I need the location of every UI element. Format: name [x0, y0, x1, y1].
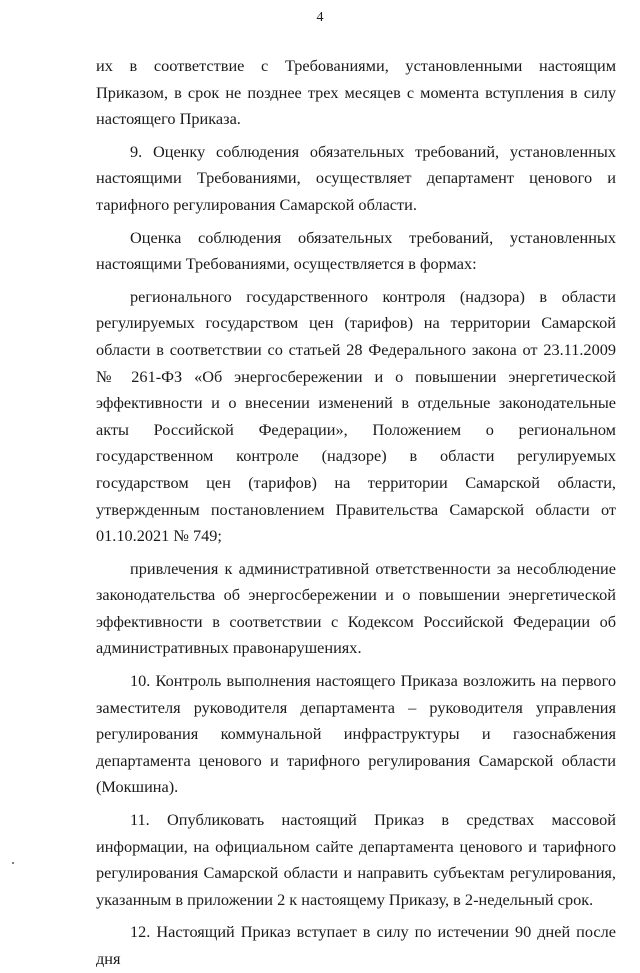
paragraph-item-9: 9. Оценку соблюдения обязательных требований, установленных настоящими Требованиями, осуществляет департамент ценового и тарифного регулирования Самарской области. [96, 141, 616, 214]
paragraph-item-11: 11. Опубликовать настоящий Приказ в средствах массовой информации, на официальном сайте департамента ценового и тарифного регулирования Самарской области и направить субъектам регулирования, указанным в приложении 2 к настоящему Приказу, в 2-недельный срок. [96, 810, 616, 909]
paragraph-item-10: 10. Контроль выполнения настоящего Приказа возложить на первого заместителя руководителя департамента – руководителя управления регулирования коммунальной инфраструктуры и газоснабжения департамента ценового и тарифного регулирования Самарской области (Мокшина). [96, 671, 616, 797]
paragraph-assessment-forms: Оценка соблюдения обязательных требований, установленных настоящими Требованиями, осуществляется в формах: [96, 227, 616, 274]
scan-mark [12, 862, 14, 864]
paragraph-continuation: их в соответствие с Требованиями, установленными настоящим Приказом, в срок не позднее трех месяцев с момента вступления в силу настоящего Приказа. [96, 56, 616, 129]
paragraph-regional-control: регионального государственного контроля (надзора) в области регулируемых государством цен (тарифов) на территории Самарской области в соответствии со статьей 28 Федерального закона от 23.11.2009 № 261-ФЗ «Об энергосбережении и о повышении энергетической эффективности и о внесении изменений в отдельные законодательные акты Российской Федерации», Положением о региональном государственном контроле (надзоре) в области регулируемых государством цен (тарифов) на территории Самарской области, утвержденным постановлением Правительства Самарской области от 01.10.2021 № 749; [96, 286, 616, 546]
document-body [96, 53, 616, 973]
page-number: 4 [316, 10, 324, 25]
paragraph-item-12: 12. Настоящий Приказ вступает в силу по истечении 90 дней после дня [96, 922, 616, 968]
paragraph-administrative-liability: привлечения к административной ответственности за несоблюдение законодательства об энергосбережении и о повышении энергетической эффективности в соответствии с Кодексом Российской Федерации об административных правонарушениях. [96, 558, 616, 658]
